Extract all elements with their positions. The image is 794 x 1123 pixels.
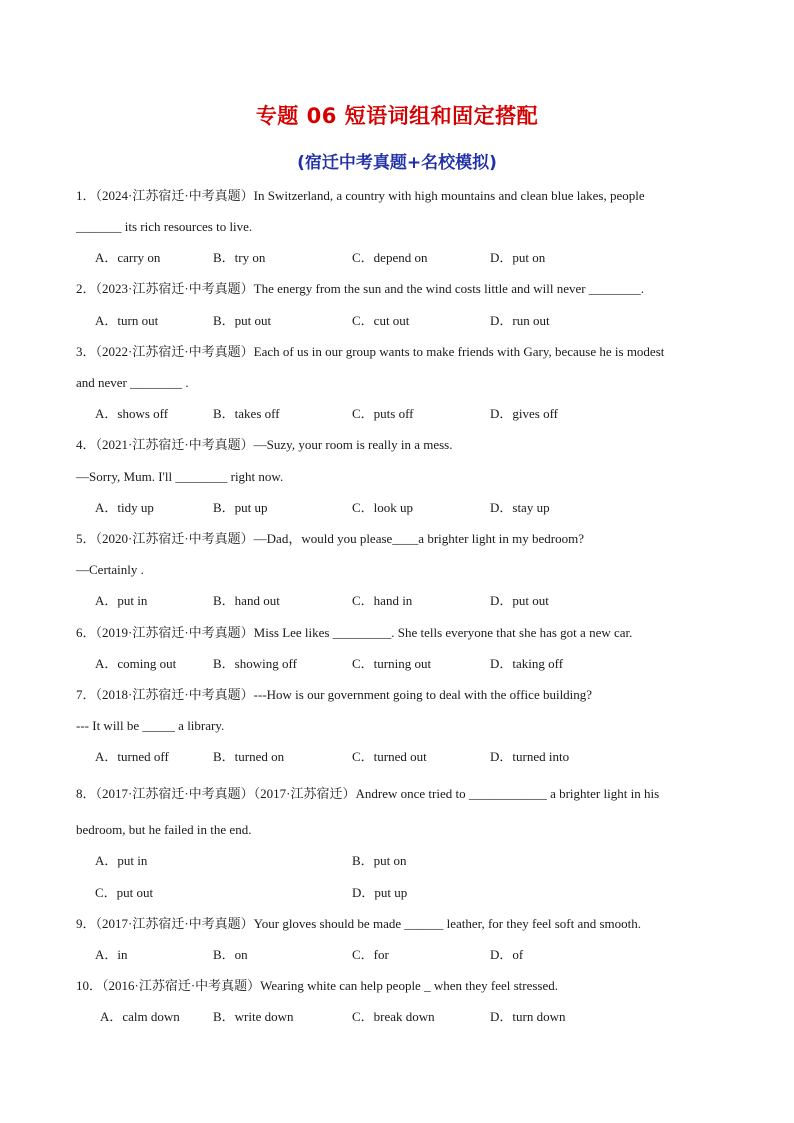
q10-option-a: A．calm down [100, 1009, 180, 1024]
question-2-text: 2．（2023·江苏宿迁·中考真题）The energy from the sun and the wind costs little and will never ________. [76, 281, 645, 296]
question-3-text: 3．（2022·江苏宿迁·中考真题）Each of us in our group wants to make friends with Gary, because he is modest [76, 344, 665, 359]
q5-option-d: D．put out [490, 593, 549, 608]
question-4-text: 4．（2021·江苏宿迁·中考真题）—Suzy, your room is really in a mess. [76, 437, 453, 452]
question-5-text: 5．（2020·江苏宿迁·中考真题）—Dad，would you please____a brighter light in my bedroom? [76, 531, 585, 546]
q10-option-c: C．break down [352, 1009, 435, 1024]
q4-option-a: A．tidy up [95, 500, 154, 515]
question-4-text-cont: —Sorry, Mum. I'll ________ right now. [76, 469, 284, 484]
question-5-text-cont: —Certainly . [76, 562, 144, 577]
q4-option-d: D．stay up [490, 500, 550, 515]
question-8-text-cont: bedroom, but he failed in the end. [76, 822, 252, 837]
page-title: 专题 06 短语词组和固定搭配 [255, 104, 539, 128]
q4-option-b: B．put up [213, 500, 268, 515]
question-6-text: 6．（2019·江苏宿迁·中考真题）Miss Lee likes _________. She tells everyone that she has got a new car. [76, 625, 633, 640]
q8-option-a: A．put in [95, 853, 148, 868]
q1-option-b: B．try on [213, 250, 266, 265]
q3-option-a: A．shows off [95, 406, 169, 421]
q3-option-b: B．takes off [213, 406, 280, 421]
q4-option-c: C．look up [352, 500, 414, 515]
q6-option-b: B．showing off [213, 656, 297, 671]
q2-option-d: D．run out [490, 313, 550, 328]
q2-option-a: A．turn out [95, 313, 159, 328]
page-subtitle: (宿迁中考真题+名校模拟) [297, 153, 497, 173]
q8-option-c: C．put out [95, 885, 154, 900]
q9-option-b: B．on [213, 947, 248, 962]
q5-option-b: B．hand out [213, 593, 280, 608]
q6-option-d: D．taking off [490, 656, 564, 671]
q7-option-d: D．turned into [490, 749, 570, 764]
q7-option-a: A．turned off [95, 749, 169, 764]
q1-option-d: D．put on [490, 250, 546, 265]
q5-option-c: C．hand in [352, 593, 413, 608]
question-9-text: 9．（2017·江苏宿迁·中考真题）Your gloves should be made ______ leather, for they feel soft and smooth. [76, 916, 642, 931]
question-10-text: 10．（2016·江苏宿迁·中考真题）Wearing white can help people _ when they feel stressed. [76, 978, 559, 993]
q3-option-d: D．gives off [490, 406, 559, 421]
q2-option-b: B．put out [213, 313, 272, 328]
q7-option-b: B．turned on [213, 749, 285, 764]
q6-option-a: A．coming out [95, 656, 177, 671]
q5-option-a: A．put in [95, 593, 148, 608]
q9-option-a: A．in [95, 947, 128, 962]
q8-option-d: D．put up [352, 885, 408, 900]
question-3-text-cont: and never ________ . [76, 375, 189, 390]
q8-option-b: B．put on [352, 853, 407, 868]
question-1-text-cont: _______ its rich resources to live. [76, 219, 253, 234]
question-8-text: 8．（2017·江苏宿迁·中考真题）（2017·江苏宿迁）Andrew once tried to ____________ a brighter light in his [76, 786, 660, 801]
question-7-text: 7．（2018·江苏宿迁·中考真题）---How is our government going to deal with the office building? [76, 687, 593, 702]
q3-option-c: C．puts off [352, 406, 414, 421]
q1-option-c: C．depend on [352, 250, 428, 265]
q2-option-c: C．cut out [352, 313, 410, 328]
q10-option-b: B．write down [213, 1009, 294, 1024]
q9-option-c: C．for [352, 947, 389, 962]
q9-option-d: D．of [490, 947, 524, 962]
q6-option-c: C．turning out [352, 656, 432, 671]
q1-option-a: A．carry on [95, 250, 161, 265]
question-1-text: 1．（2024·江苏宿迁·中考真题）In Switzerland, a country with high mountains and clean blue lakes, people [76, 188, 645, 203]
q10-option-d: D．turn down [490, 1009, 566, 1024]
q7-option-c: C．turned out [352, 749, 427, 764]
question-7-text-cont: --- It will be _____ a library. [76, 718, 225, 733]
